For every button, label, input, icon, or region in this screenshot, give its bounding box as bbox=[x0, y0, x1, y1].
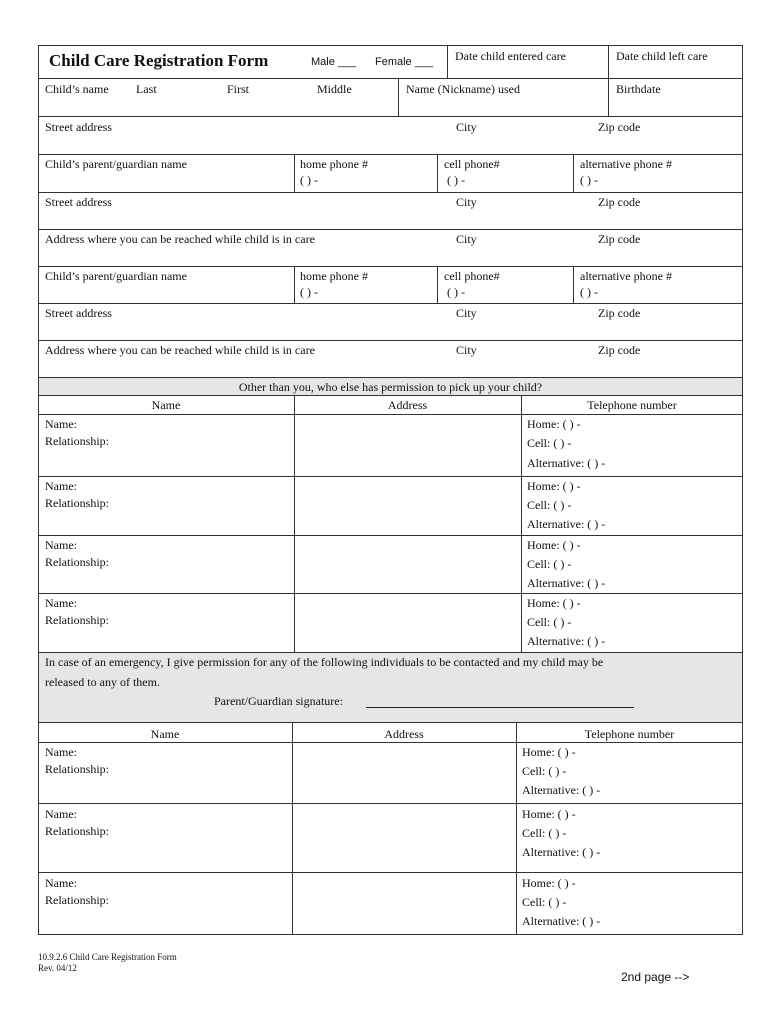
cell-phone-field[interactable]: Cell: ( ) - bbox=[527, 557, 572, 571]
divider bbox=[38, 872, 743, 873]
alt-phone-field[interactable]: Alternative: ( ) - bbox=[522, 914, 601, 928]
birthdate-label: Birthdate bbox=[616, 82, 661, 96]
pickup-col-address: Address bbox=[387, 398, 428, 412]
emergency-text-1: In case of an emergency, I give permission for any of the following individuals to be contacted and my child may be bbox=[45, 655, 604, 669]
home-phone-label: home phone # bbox=[300, 157, 368, 171]
cell-phone-field[interactable]: Cell: ( ) - bbox=[527, 436, 572, 450]
divider bbox=[437, 154, 438, 192]
divider bbox=[38, 803, 743, 804]
home-phone-field[interactable]: ( ) - bbox=[300, 285, 318, 299]
name-label: Name: bbox=[45, 745, 77, 759]
home-phone-field[interactable]: Home: ( ) - bbox=[527, 596, 581, 610]
name-label: Name: bbox=[45, 876, 77, 890]
home-phone-label: home phone # bbox=[300, 269, 368, 283]
cell-phone-field[interactable]: ( ) - bbox=[447, 285, 465, 299]
relationship-label: Relationship: bbox=[45, 555, 109, 569]
emergency-text-2: released to any of them. bbox=[45, 675, 160, 689]
pickup-col-name: Name bbox=[151, 398, 181, 412]
emergency-col-phone: Telephone number bbox=[584, 727, 675, 741]
male-field[interactable]: Male ___ bbox=[311, 56, 357, 68]
form-id: 10.9.2.6 Child Care Registration Form bbox=[38, 952, 177, 962]
alt-phone-label: alternative phone # bbox=[580, 269, 672, 283]
care-address-label: Address where you can be reached while child is in care bbox=[45, 343, 315, 357]
divider bbox=[573, 154, 574, 192]
street-address-label: Street address bbox=[45, 195, 112, 209]
home-phone-field[interactable]: Home: ( ) - bbox=[527, 479, 581, 493]
home-phone-field[interactable]: Home: ( ) - bbox=[522, 745, 576, 759]
city-label: City bbox=[456, 232, 477, 246]
home-phone-field[interactable]: Home: ( ) - bbox=[527, 538, 581, 552]
divider bbox=[573, 266, 574, 303]
home-phone-field[interactable]: Home: ( ) - bbox=[522, 876, 576, 890]
name-label: Name: bbox=[45, 596, 77, 610]
home-phone-field[interactable]: ( ) - bbox=[300, 173, 318, 187]
divider bbox=[294, 266, 295, 303]
divider bbox=[38, 742, 743, 743]
home-phone-field[interactable]: Home: ( ) - bbox=[522, 807, 576, 821]
nickname-label: Name (Nickname) used bbox=[406, 82, 520, 96]
cell-phone-label: cell phone# bbox=[444, 157, 500, 171]
pickup-col-phone: Telephone number bbox=[587, 398, 677, 412]
date-left-label: Date child left care bbox=[616, 49, 708, 63]
divider bbox=[38, 395, 743, 396]
cell-phone-field[interactable]: Cell: ( ) - bbox=[522, 826, 567, 840]
zip-label: Zip code bbox=[598, 232, 641, 246]
divider bbox=[38, 340, 743, 341]
divider bbox=[292, 722, 293, 935]
divider bbox=[38, 303, 743, 304]
city-label: City bbox=[456, 195, 477, 209]
form-title: Child Care Registration Form bbox=[49, 51, 269, 70]
divider bbox=[294, 154, 295, 192]
alt-phone-field[interactable]: Alternative: ( ) - bbox=[527, 576, 606, 590]
divider bbox=[38, 593, 743, 594]
female-field[interactable]: Female ___ bbox=[375, 56, 434, 68]
alt-phone-field[interactable]: Alternative: ( ) - bbox=[522, 783, 601, 797]
relationship-label: Relationship: bbox=[45, 434, 109, 448]
alt-phone-field[interactable]: Alternative: ( ) - bbox=[527, 456, 606, 470]
form-border bbox=[38, 45, 743, 935]
parent-name-label: Child’s parent/guardian name bbox=[45, 157, 187, 171]
divider bbox=[398, 78, 399, 116]
cell-phone-field[interactable]: Cell: ( ) - bbox=[527, 498, 572, 512]
divider bbox=[38, 414, 743, 415]
relationship-label: Relationship: bbox=[45, 496, 109, 510]
cell-phone-field[interactable]: Cell: ( ) - bbox=[527, 615, 572, 629]
divider bbox=[516, 722, 517, 935]
emergency-col-address: Address bbox=[384, 727, 424, 741]
cell-phone-field[interactable]: ( ) - bbox=[447, 173, 465, 187]
date-entered-label: Date child entered care bbox=[455, 49, 566, 63]
divider bbox=[38, 476, 743, 477]
name-label: Name: bbox=[45, 538, 77, 552]
city-label: City bbox=[456, 120, 477, 134]
alt-phone-field[interactable]: ( ) - bbox=[580, 173, 598, 187]
cell-phone-field[interactable]: Cell: ( ) - bbox=[522, 895, 567, 909]
divider bbox=[38, 229, 743, 230]
divider bbox=[447, 45, 448, 78]
emergency-col-name: Name bbox=[150, 727, 180, 741]
relationship-label: Relationship: bbox=[45, 762, 109, 776]
street-address-label: Street address bbox=[45, 120, 112, 134]
cell-phone-field[interactable]: Cell: ( ) - bbox=[522, 764, 567, 778]
signature-line[interactable] bbox=[366, 694, 634, 708]
zip-label: Zip code bbox=[598, 195, 641, 209]
divider bbox=[38, 116, 743, 117]
city-label: City bbox=[456, 306, 477, 320]
alt-phone-label: alternative phone # bbox=[580, 157, 672, 171]
next-page-link[interactable]: 2nd page --> bbox=[621, 970, 690, 984]
divider bbox=[437, 266, 438, 303]
divider bbox=[38, 266, 743, 267]
alt-phone-field[interactable]: ( ) - bbox=[580, 285, 598, 299]
signature-label: Parent/Guardian signature: bbox=[214, 694, 343, 708]
form-revision: Rev. 04/12 bbox=[38, 963, 77, 973]
middle-name-label: Middle bbox=[317, 82, 352, 96]
divider bbox=[38, 78, 743, 79]
alt-phone-field[interactable]: Alternative: ( ) - bbox=[522, 845, 601, 859]
zip-label: Zip code bbox=[598, 120, 641, 134]
care-address-label: Address where you can be reached while child is in care bbox=[45, 232, 315, 246]
alt-phone-field[interactable]: Alternative: ( ) - bbox=[527, 517, 606, 531]
divider bbox=[38, 535, 743, 536]
divider bbox=[38, 722, 743, 723]
city-label: City bbox=[456, 343, 477, 357]
divider bbox=[38, 154, 743, 155]
home-phone-field[interactable]: Home: ( ) - bbox=[527, 417, 581, 431]
child-name-label: Child’s name bbox=[45, 82, 109, 96]
parent-name-label: Child’s parent/guardian name bbox=[45, 269, 187, 283]
divider bbox=[38, 192, 743, 193]
zip-label: Zip code bbox=[598, 343, 641, 357]
relationship-label: Relationship: bbox=[45, 613, 109, 627]
first-name-label: First bbox=[227, 82, 250, 96]
divider bbox=[294, 395, 295, 652]
name-label: Name: bbox=[45, 479, 77, 493]
relationship-label: Relationship: bbox=[45, 824, 109, 838]
last-name-label: Last bbox=[136, 82, 157, 96]
relationship-label: Relationship: bbox=[45, 893, 109, 907]
street-address-label: Street address bbox=[45, 306, 112, 320]
divider bbox=[521, 395, 522, 652]
alt-phone-field[interactable]: Alternative: ( ) - bbox=[527, 634, 606, 648]
cell-phone-label: cell phone# bbox=[444, 269, 500, 283]
divider bbox=[608, 45, 609, 116]
name-label: Name: bbox=[45, 807, 77, 821]
pickup-heading: Other than you, who else has permission to pick up your child? bbox=[238, 380, 543, 394]
zip-label: Zip code bbox=[598, 306, 641, 320]
name-label: Name: bbox=[45, 417, 77, 431]
